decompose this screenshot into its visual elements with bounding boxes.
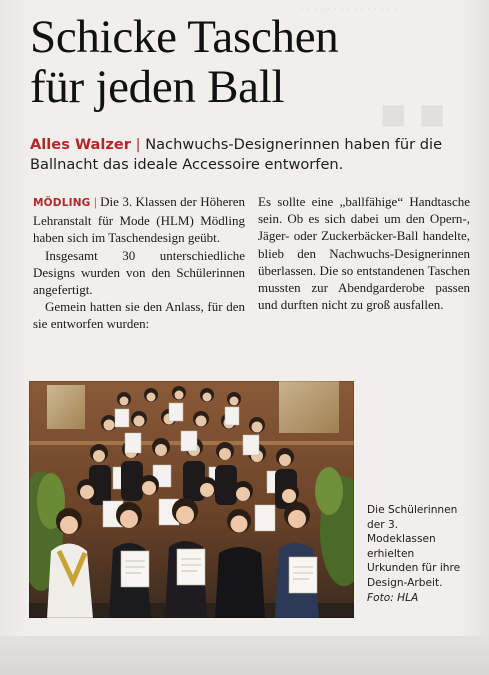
headline xyxy=(30,12,470,112)
paragraph: Insgesamt 30 unterschiedliche Designs wurden von den Schülerinnen angefertigt. xyxy=(33,247,245,298)
paragraph: Es sollte eine „ballfähige“ Handtasche sein. Ob es sich dabei um den Opern-, Jäger- oder Zuckerbäcker-Ball handelte, blieb den Nachwuchs-Designerinnen überlassen. Die so entstandenen Taschen mussten zur Abendgarderobe passen und durften nicht zu groß ausfallen. xyxy=(258,194,470,313)
subhead xyxy=(30,135,470,175)
page-bottom-edge xyxy=(0,636,489,675)
paragraph: Gemein hatten sie den Anlass, für den sie entworfen wurden: xyxy=(33,299,245,332)
group-photo xyxy=(29,381,354,618)
subhead-text: Nachwuchs-Designerinnen haben für die Ballnacht das ideale Accessoire entworfen. xyxy=(30,136,443,173)
dateline: MÖDLING xyxy=(33,197,91,209)
article-column-2 xyxy=(258,193,470,313)
ghost-text-right: ■ ■ xyxy=(380,90,446,139)
paragraph xyxy=(33,193,245,247)
caption-text: Die Schülerinnen der 3. Modeklassen erhielten Urkunden für ihre Design-Arbeit. xyxy=(367,504,461,589)
photo-caption xyxy=(367,503,462,605)
headline-line-1: Schicke Taschen xyxy=(30,11,339,63)
group-photo-illustration xyxy=(29,381,354,618)
article-column-1 xyxy=(33,193,245,333)
paragraph-text: Die 3. Klassen der Höheren Lehranstalt für Mode (HLM) Mödling haben sich im Taschendesign geübt. xyxy=(33,194,246,246)
kicker-separator: | xyxy=(135,136,141,153)
dateline-separator: | xyxy=(93,194,97,209)
ghost-text-top: · · · · · · · · · · · · · · · xyxy=(300,4,398,16)
kicker: Alles Walzer xyxy=(30,136,131,153)
headline-line-2: für jeden Ball xyxy=(30,61,285,113)
photo-credit: Foto: HLA xyxy=(367,591,419,604)
